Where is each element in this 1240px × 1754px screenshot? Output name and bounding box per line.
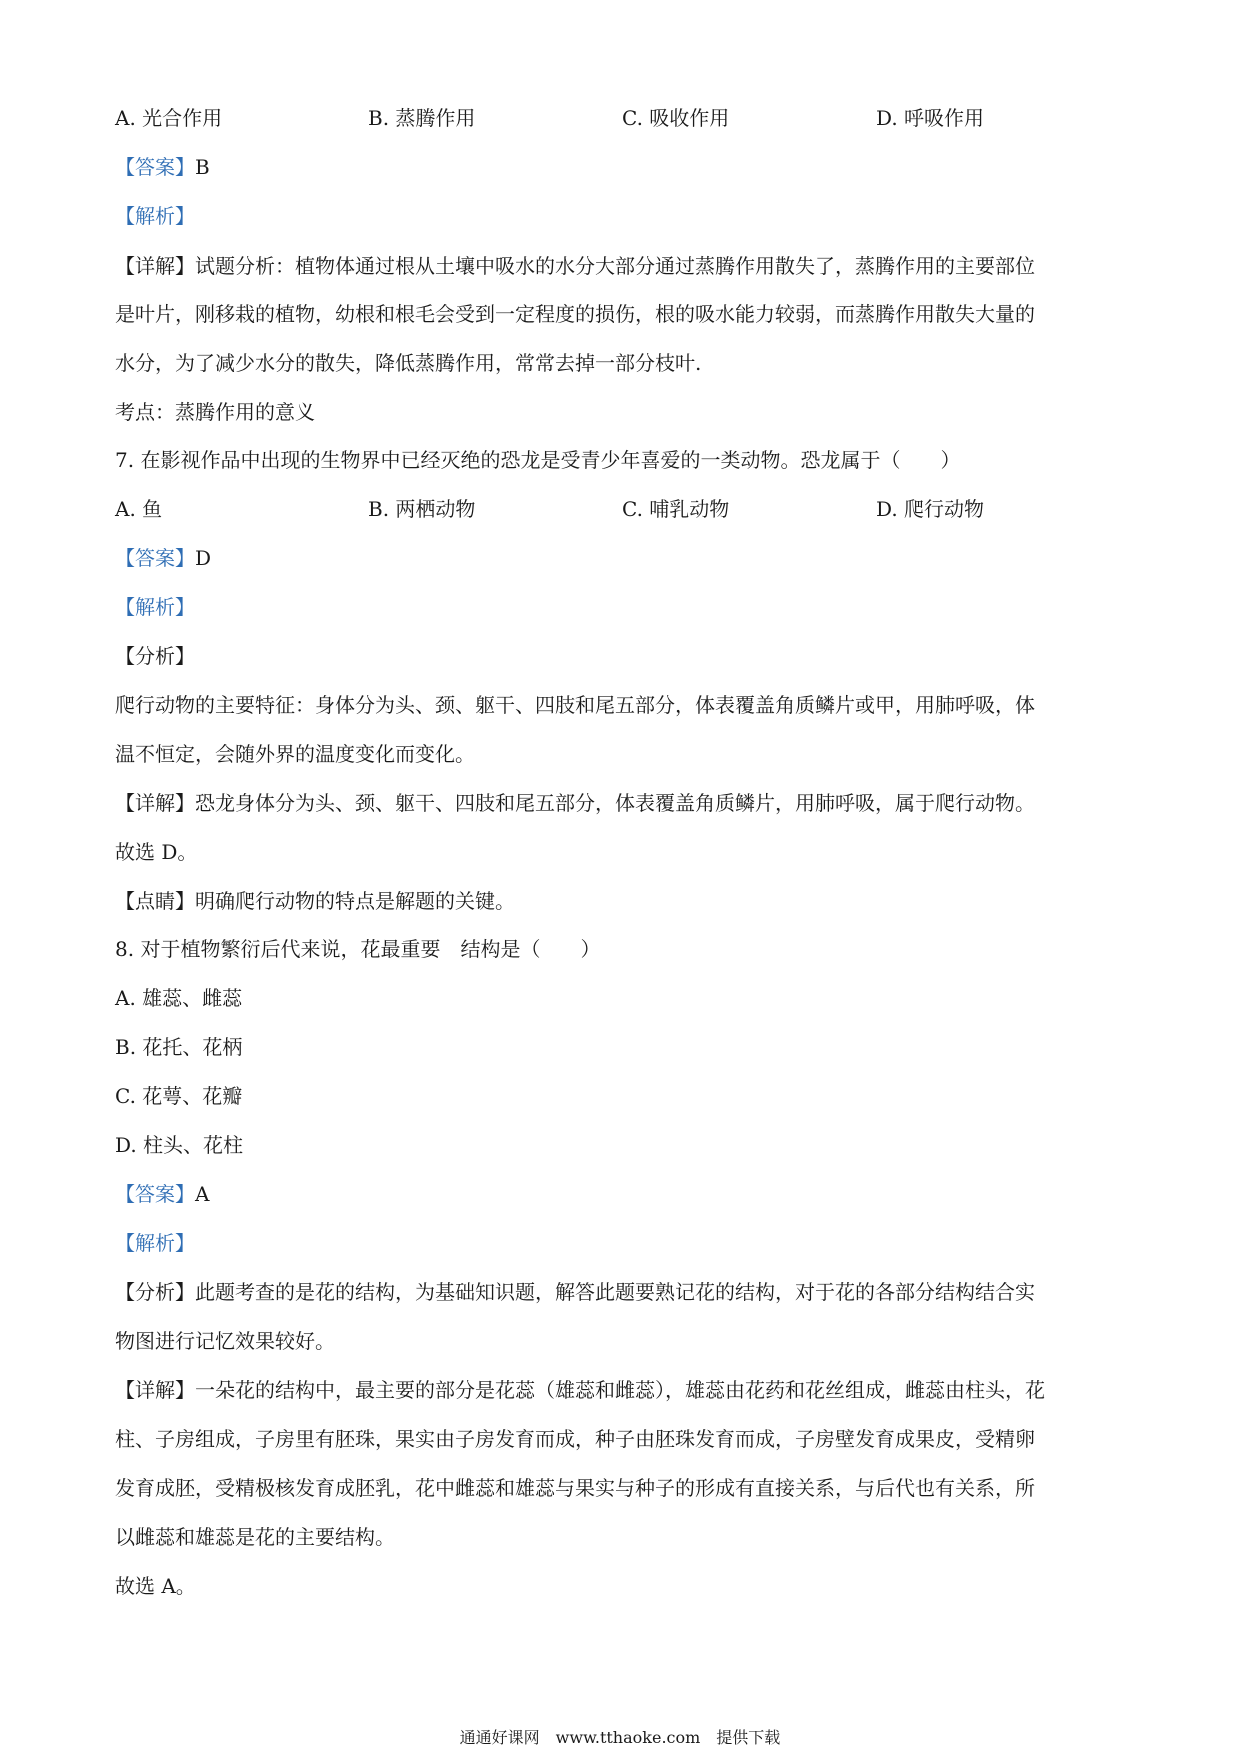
q6-analysis-tag: 【解析】 [115,204,195,228]
q8-option-b: B. 花托、花柄 [115,1035,243,1059]
q7-question: 7. 在影视作品中出现的生物界中已经灭绝的恐龙是受青少年喜爱的一类动物。恐龙属于（ ） [115,448,961,472]
q7-option-a: A. 鱼 [115,497,163,521]
q8-choice: 故选 A。 [115,1574,196,1598]
answer-tag: 【答案】 [115,155,195,179]
q6-option-b: B. 蒸腾作用 [368,106,476,130]
detail-tag: 【详解】 [115,791,195,815]
q7-option-c: C. 哺乳动物 [622,497,730,521]
fenxi-tag: 【分析】 [115,1280,195,1304]
q8-fenxi-line-1 [115,1278,1035,1306]
q8-option-a: A. 雄蕊、雌蕊 [115,986,243,1010]
q7-option-d: D. 爬行动物 [876,497,985,521]
q8-detail-line-3: 发育成胚，受精极核发育成胚乳，花中雌蕊和雄蕊与果实与种子的形成有直接关系，与后代也有关系，所 [115,1476,1035,1500]
q6-option-d: D. 呼吸作用 [876,106,985,130]
q6-option-c: C. 吸收作用 [622,106,730,130]
q7-answer [115,544,211,572]
detail-text: 恐龙身体分为头、颈、躯干、四肢和尾五部分，体表覆盖角质鳞片，用肺呼吸，属于爬行动物。 [195,791,1035,815]
q8-answer [115,1180,209,1208]
answer-tag: 【答案】 [115,546,195,570]
q7-analysis-tag: 【解析】 [115,595,195,619]
detail-text: 试题分析：植物体通过根从土壤中吸水的水分大部分通过蒸腾作用散失了，蒸腾作用的主要部位 [195,254,1035,278]
q8-detail-line-2: 柱、子房组成，子房里有胚珠，果实由子房发育而成，种子由胚珠发育而成，子房壁发育成果皮，受精卵 [115,1427,1035,1451]
answer-value: D [195,546,212,570]
q8-fenxi-line-2: 物图进行记忆效果较好。 [115,1329,335,1353]
detail-text: 一朵花的结构中，最主要的部分是花蕊（雄蕊和雌蕊），雄蕊由花药和花丝组成，雌蕊由柱头，花 [195,1378,1045,1402]
fenxi-text: 此题考查的是花的结构，为基础知识题，解答此题要熟记花的结构，对于花的各部分结构结合实 [195,1280,1035,1304]
answer-value: B [195,155,210,179]
dianjing-text: 明确爬行动物的特点是解题的关键。 [195,889,515,913]
q6-option-a: A. 光合作用 [115,106,223,130]
q8-detail-line-4: 以雌蕊和雄蕊是花的主要结构。 [115,1525,395,1549]
q6-answer [115,153,210,181]
q6-kaodian: 考点：蒸腾作用的意义 [115,400,315,424]
q8-analysis-tag: 【解析】 [115,1231,195,1255]
q8-question: 8. 对于植物繁衍后代来说，花最重要 结构是（ ） [115,937,601,961]
detail-tag: 【详解】 [115,1378,195,1402]
q6-detail-line-1 [115,252,1035,280]
q7-fenxi-tag: 【分析】 [115,644,195,668]
q8-option-c: C. 花萼、花瓣 [115,1084,243,1108]
page-footer: 通通好课网 www.tthaoke.com 提供下载 [459,1728,781,1747]
q7-fenxi-line-1: 爬行动物的主要特征：身体分为头、颈、躯干、四肢和尾五部分，体表覆盖角质鳞片或甲，用肺呼吸，体 [115,693,1035,717]
q7-choice: 故选 D。 [115,840,198,864]
q8-option-d: D. 柱头、花柱 [115,1133,244,1157]
detail-tag: 【详解】 [115,254,195,278]
answer-tag: 【答案】 [115,1182,195,1206]
answer-value: A [195,1182,210,1206]
dianjing-tag: 【点睛】 [115,889,195,913]
q6-detail-line-2: 是叶片，刚移栽的植物，幼根和根毛会受到一定程度的损伤，根的吸水能力较弱，而蒸腾作用散失大量的 [115,302,1035,326]
q7-detail [115,789,1035,817]
q7-dianjing [115,887,515,915]
q7-fenxi-line-2: 温不恒定，会随外界的温度变化而变化。 [115,742,475,766]
q8-detail-line-1 [115,1376,1045,1404]
q7-option-b: B. 两栖动物 [368,497,476,521]
q6-detail-line-3: 水分，为了减少水分的散失，降低蒸腾作用，常常去掉一部分枝叶. [115,351,702,375]
